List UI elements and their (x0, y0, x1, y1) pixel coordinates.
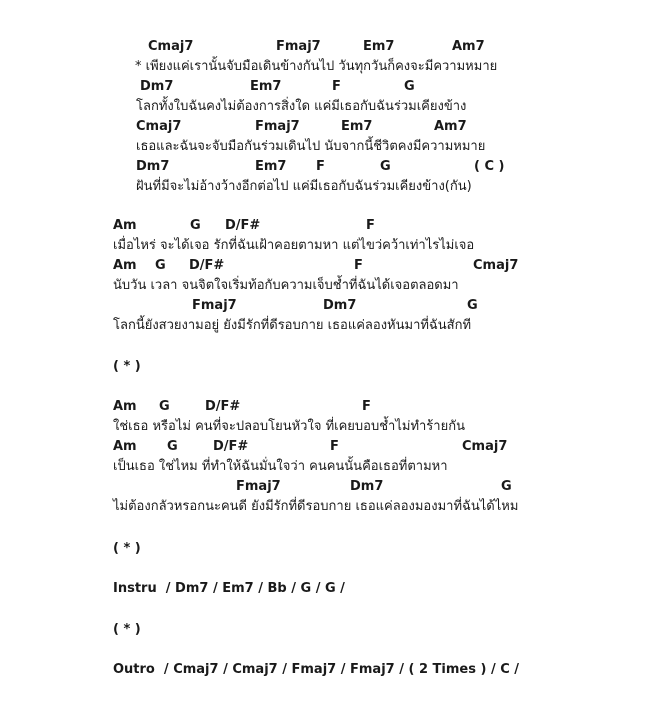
chord-label: D/F# (225, 218, 261, 233)
chord-label: Am (113, 258, 137, 273)
chord-label: Dm7 (136, 159, 170, 174)
chord-label: Cmaj7 (473, 258, 519, 273)
lyric-line: ไม่ต้องกลัวหรอกนะคนดี ยังมีรักที่ดีรอบกาย เธอแค่ลองมองมาที่ฉันได้ไหม (113, 499, 519, 514)
chord-label: F (332, 79, 341, 94)
chord-label: Dm7 (140, 79, 174, 94)
chord-label: F (366, 218, 375, 233)
chord-label: Am7 (434, 119, 467, 134)
chord-label: D/F# (189, 258, 225, 273)
repeat-marker: ( * ) (113, 622, 141, 637)
chord-label: Em7 (341, 119, 373, 134)
chord-label: G (501, 479, 512, 494)
chord-label: Am (113, 439, 137, 454)
lyric-line: ฝันที่มีจะไม่อ้างว้างอีกต่อไป แค่มีเธอกับฉันร่วมเคียงข้าง(กัน) (136, 179, 472, 194)
chord-label: Am7 (452, 39, 485, 54)
chord-label: G (467, 298, 478, 313)
chord-label: G (404, 79, 415, 94)
chord-label: Fmaj7 (276, 39, 321, 54)
lyric-line: โลกทั้งใบฉันคงไม่ต้องการสิ่งใด แค่มีเธอกับฉันร่วมเคียงข้าง (136, 99, 467, 114)
chord-label: G (167, 439, 178, 454)
chord-label: Am (113, 218, 137, 233)
chord-label: Dm7 (323, 298, 357, 313)
chord-label: Em7 (363, 39, 395, 54)
chord-label: G (159, 399, 170, 414)
lyric-line: เธอและฉันจะจับมือกันร่วมเดินไป นับจากนี้ชีวิตคงมีความหมาย (136, 139, 486, 154)
lyric-line: นับวัน เวลา จนจิตใจเริ่มท้อกับความเจ็บช้ำที่ฉันได้เจอตลอดมา (113, 278, 459, 293)
chord-label: Fmaj7 (192, 298, 237, 313)
chord-label: Cmaj7 (136, 119, 182, 134)
chord-label: G (380, 159, 391, 174)
instrumental-line: Instru / Dm7 / Em7 / Bb / G / G / (113, 581, 345, 596)
chord-label: Fmaj7 (236, 479, 281, 494)
lyric-line: * เพียงแค่เรานั้นจับมือเดินข้างกันไป วันทุกวันก็คงจะมีความหมาย (135, 59, 498, 74)
chord-label: F (354, 258, 363, 273)
chord-label: Am (113, 399, 137, 414)
chord-label: Fmaj7 (255, 119, 300, 134)
chord-label: G (155, 258, 166, 273)
lyric-line: เมื่อไหร่ จะได้เจอ รักที่ฉันเฝ้าคอยตามหา แต่ไขว่คว้าเท่าไรไม่เจอ (113, 238, 475, 253)
chord-label: Em7 (250, 79, 282, 94)
lyric-line: เป็นเธอ ใช่ไหม ที่ทำให้ฉันมั่นใจว่า คนคนนั้นคือเธอที่ตามหา (113, 459, 448, 474)
chord-label: ( C ) (474, 159, 505, 174)
chord-label: F (362, 399, 371, 414)
repeat-marker: ( * ) (113, 359, 141, 374)
lyric-line: โลกนี้ยังสวยงามอยู่ ยังมีรักที่ดีรอบกาย เธอแค่ลองหันมาที่ฉันสักที (113, 318, 472, 333)
lyric-line: ใช่เธอ หรือไม่ คนที่จะปลอบโยนหัวใจ ที่เคยบอบช้ำไม่ทำร้ายกัน (113, 419, 465, 434)
chord-label: F (316, 159, 325, 174)
chord-label: Cmaj7 (462, 439, 508, 454)
chord-label: Em7 (255, 159, 287, 174)
outro-line: Outro / Cmaj7 / Cmaj7 / Fmaj7 / Fmaj7 / ( 2 Times ) / C / (113, 662, 520, 677)
chord-label: D/F# (213, 439, 249, 454)
chord-label: Dm7 (350, 479, 384, 494)
repeat-marker: ( * ) (113, 541, 141, 556)
chord-label: D/F# (205, 399, 241, 414)
chord-label: Cmaj7 (148, 39, 194, 54)
chord-label: F (330, 439, 339, 454)
chord-label: G (190, 218, 201, 233)
